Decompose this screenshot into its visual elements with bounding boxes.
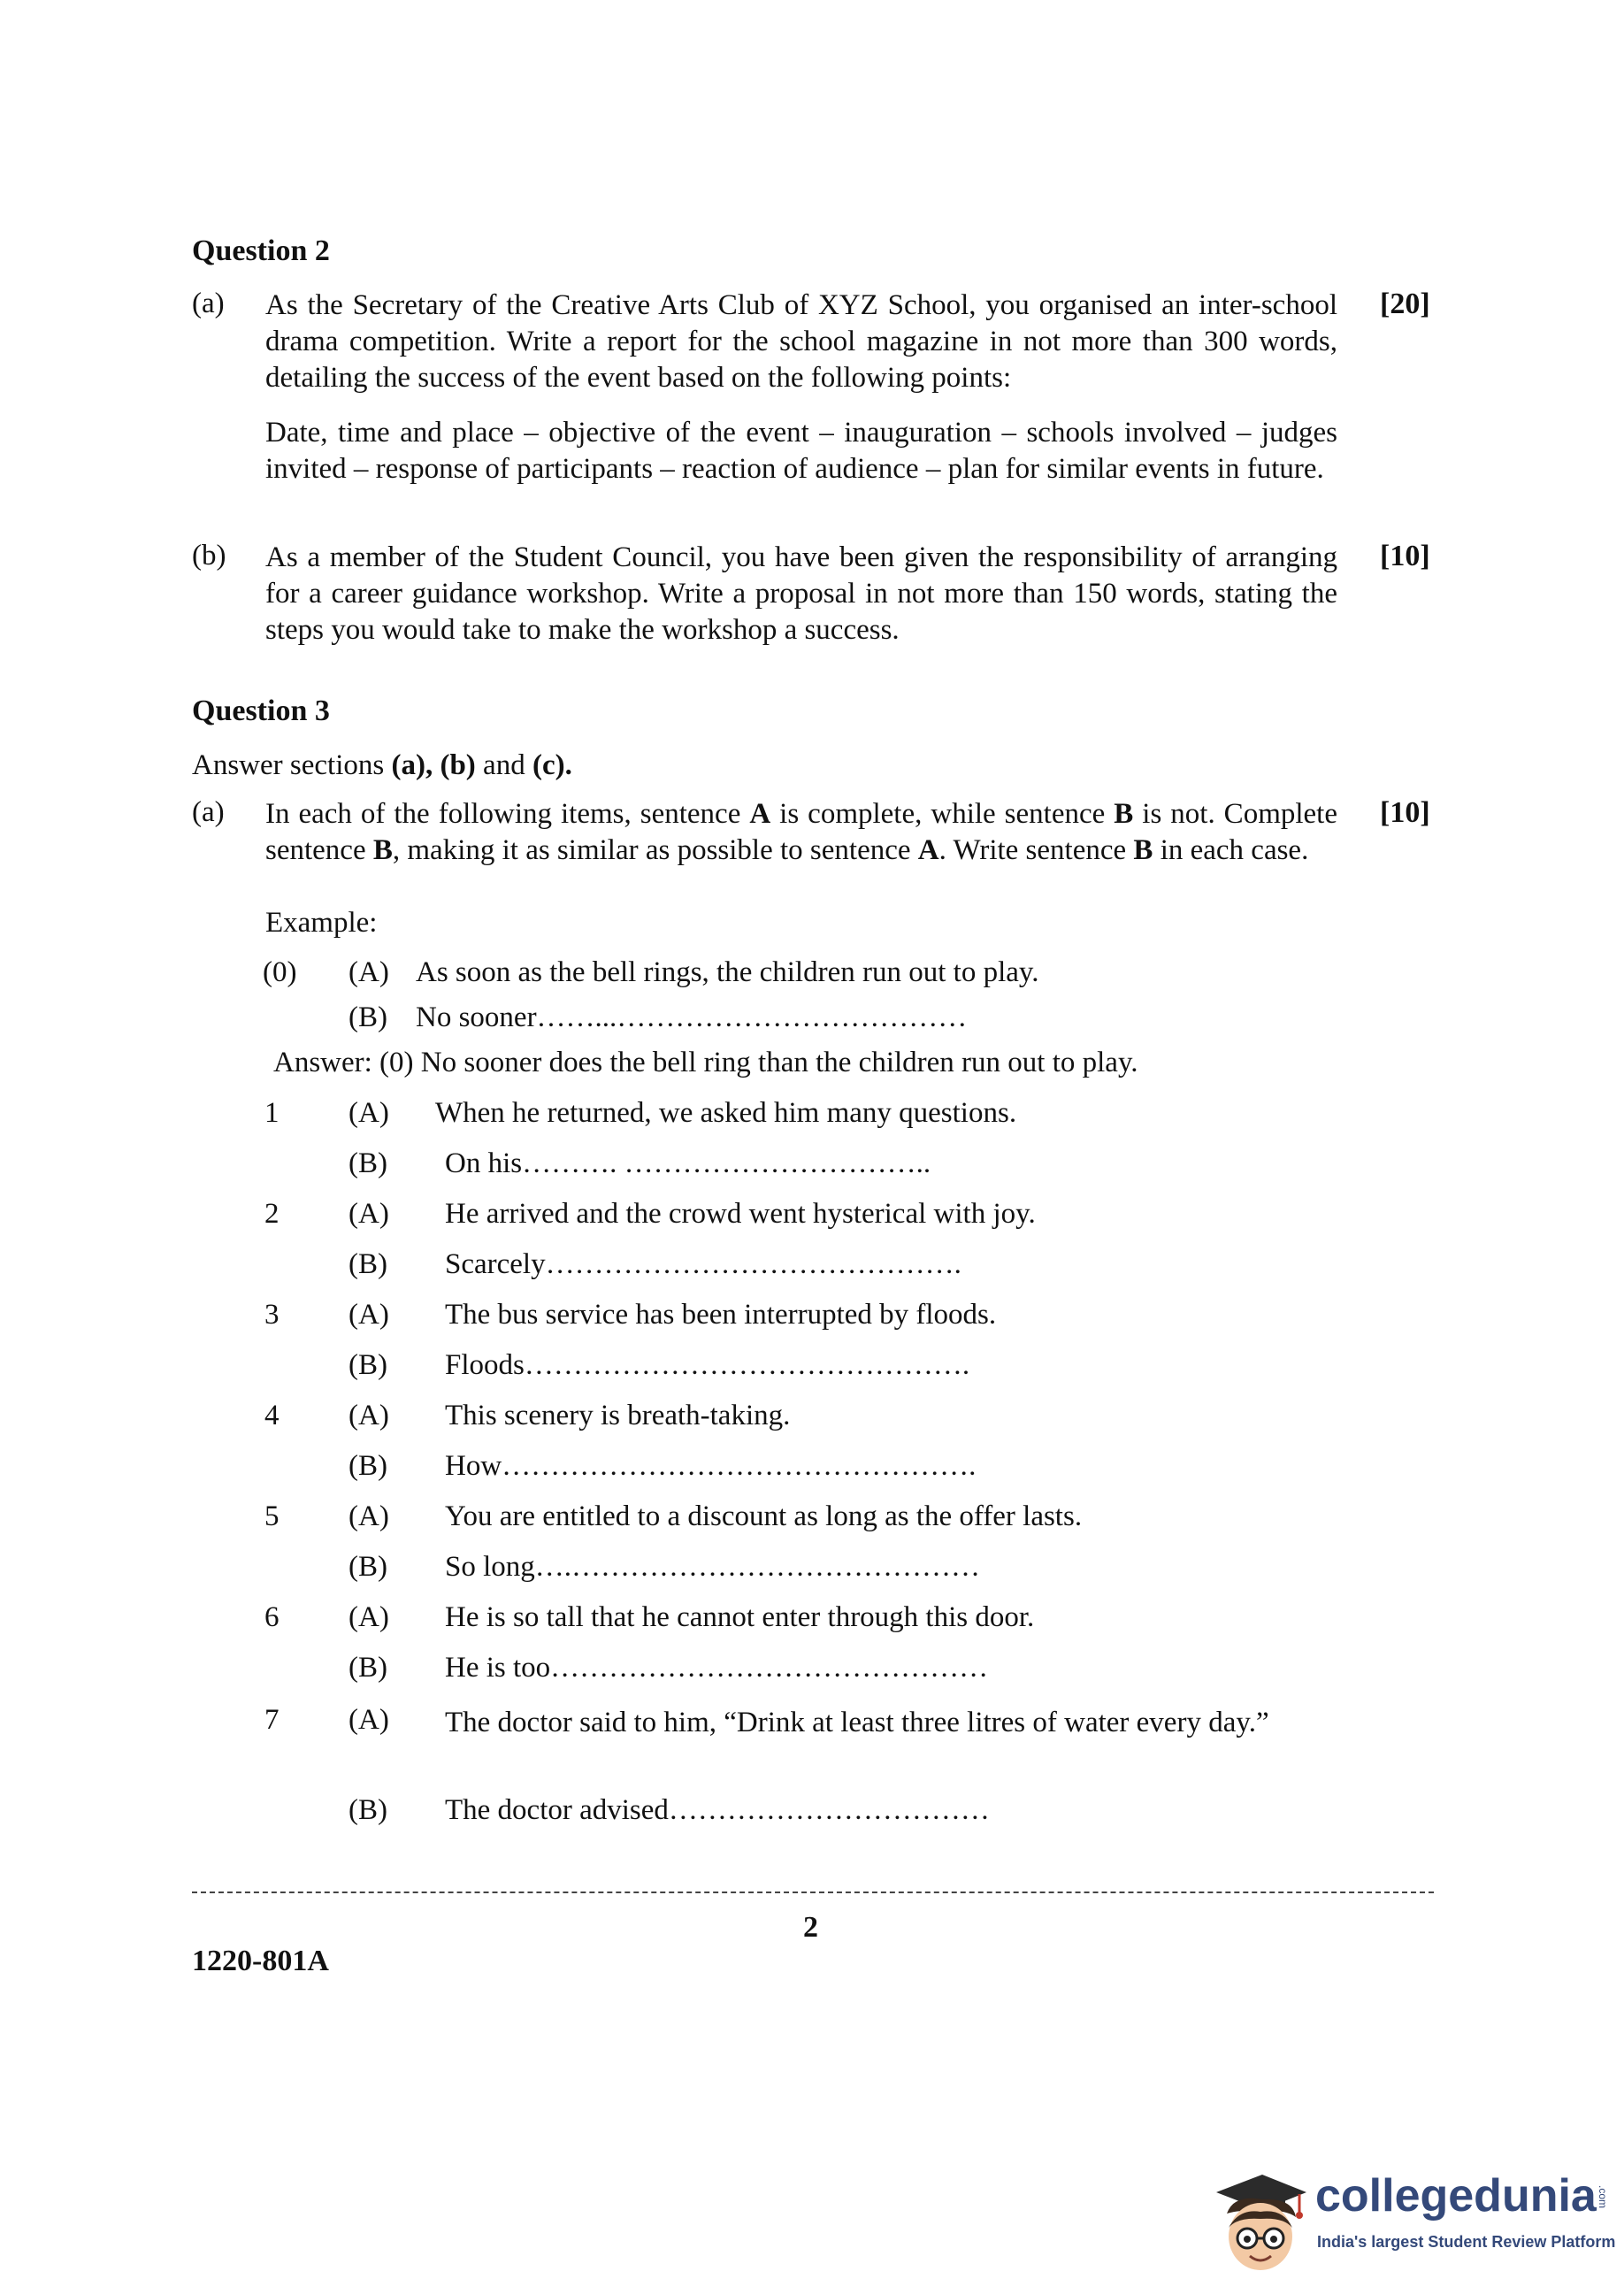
item-4-a-text: This scenery is breath-taking.	[445, 1400, 791, 1431]
example-b-text: No sooner……...………………………………	[416, 1001, 968, 1033]
q3-a-marks: [10]	[1380, 796, 1430, 829]
item-3-b-text: Floods……………………………………….	[445, 1349, 970, 1381]
question-3-title: Question 3	[192, 694, 330, 727]
item-3-b-label: (B)	[349, 1349, 387, 1381]
logo-wordmark: collegedunia	[1315, 2170, 1597, 2221]
item-3-a-label: (A)	[349, 1299, 389, 1331]
item-5-a-label: (A)	[349, 1500, 389, 1532]
item-6-number: 6	[264, 1601, 280, 1633]
item-6-a-label: (A)	[349, 1601, 389, 1633]
item-2-a-label: (A)	[349, 1198, 389, 1230]
example-answer: Answer: (0) No sooner does the bell ring than the children run out to play.	[273, 1047, 1138, 1078]
footer-dashed-divider	[192, 1891, 1434, 1893]
example-a-text: As soon as the bell rings, the children run out to play.	[416, 956, 1039, 988]
example-label: Example:	[265, 907, 378, 939]
item-7-number: 7	[264, 1704, 280, 1736]
item-5-b-label: (B)	[349, 1551, 387, 1583]
item-4-b-label: (B)	[349, 1450, 387, 1482]
item-1-b-label: (B)	[349, 1147, 387, 1179]
item-7-a-text: The doctor said to him, “Drink at least three litres of water every day.”	[445, 1707, 1269, 1738]
item-7-a-label: (A)	[349, 1704, 389, 1736]
item-5-a-text: You are entitled to a discount as long as the offer lasts.	[445, 1500, 1083, 1532]
q2-a-label: (a)	[192, 288, 225, 319]
item-7-b-text: The doctor advised……………………………	[445, 1794, 990, 1826]
q2-a-text: As the Secretary of the Creative Arts Club of XYZ School, you organised an inter-school drama competition. Write a report for the school magazine in not more than 300 words, detailing the success of the event based on the following points:	[265, 289, 1337, 394]
item-4-b-text: How………………………………………….	[445, 1450, 977, 1482]
item-2-number: 2	[264, 1198, 280, 1230]
page-number: 2	[803, 1911, 818, 1944]
item-3-a-text: The bus service has been interrupted by floods.	[445, 1299, 997, 1331]
q2-a-marks: [20]	[1380, 288, 1430, 320]
item-3-number: 3	[264, 1299, 280, 1331]
q2-b-label: (b)	[192, 540, 226, 572]
item-7-b-label: (B)	[349, 1794, 387, 1826]
q2-a-points: Date, time and place – objective of the event – inauguration – schools involved – judges invited – response of participants – reaction of audience – plan for similar events in future.	[265, 417, 1337, 485]
item-2-a-text: He arrived and the crowd went hysterical with joy.	[445, 1198, 1036, 1230]
q3-a-label: (a)	[192, 796, 225, 828]
q2-b-text: As a member of the Student Council, you have been given the responsibility of arranging for a career guidance workshop. Write a proposal in not more than 150 words, stating the steps you would take to make the workshop a success.	[265, 541, 1337, 646]
item-6-b-text: He is too………………………………………	[445, 1652, 989, 1684]
item-6-a-text: He is so tall that he cannot enter through this door.	[445, 1601, 1035, 1633]
q3-a-text: In each of the following items, sentence A is complete, while sentence B is not. Complete sentence B, making it as similar as possible to sentence A. Write sentence B in each case.	[265, 798, 1337, 866]
item-6-b-label: (B)	[349, 1652, 387, 1684]
q3-instructions: Answer sections (a), (b) and (c).	[192, 749, 572, 781]
example-number: (0)	[263, 956, 297, 988]
item-1-number: 1	[264, 1097, 280, 1129]
item-4-number: 4	[264, 1400, 280, 1431]
example-b-label: (B)	[349, 1001, 387, 1033]
item-5-b-text: So long….……………………………………	[445, 1551, 981, 1583]
example-a-label: (A)	[349, 956, 389, 988]
item-1-a-text: When he returned, we asked him many questions.	[435, 1097, 1017, 1129]
item-1-b-text: On his………. …………………………..	[445, 1147, 931, 1179]
paper-code: 1220-801A	[192, 1945, 329, 1977]
item-5-number: 5	[264, 1500, 280, 1532]
logo-domain-suffix: .com	[1597, 2185, 1609, 2209]
logo-tagline: India's largest Student Review Platform	[1317, 2233, 1616, 2251]
question-2-title: Question 2	[192, 234, 330, 267]
student-mascot-icon	[1207, 2159, 1314, 2278]
item-2-b-text: Scarcely…………………………………….	[445, 1248, 961, 1280]
item-2-b-label: (B)	[349, 1248, 387, 1280]
item-4-a-label: (A)	[349, 1400, 389, 1431]
item-1-a-label: (A)	[349, 1097, 389, 1129]
q2-b-marks: [10]	[1380, 540, 1430, 572]
collegedunia-logo	[1207, 2159, 1623, 2278]
